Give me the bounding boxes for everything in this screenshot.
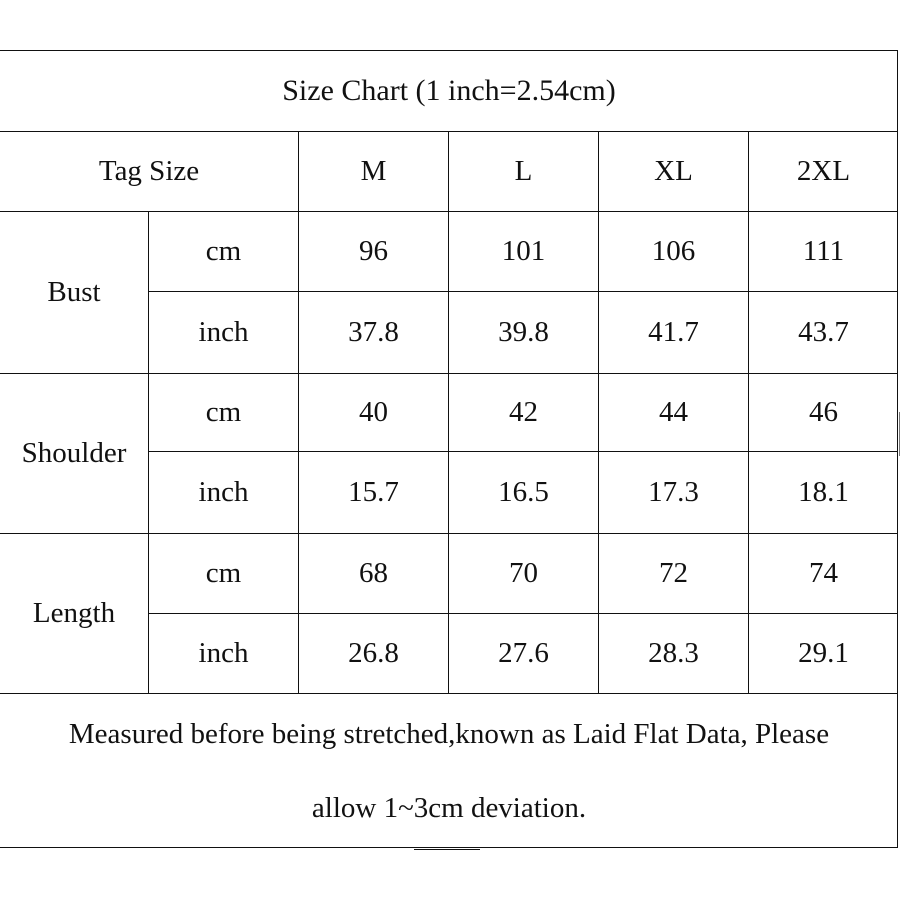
table-cell: 42 [448,373,598,451]
unit-label: cm [148,533,298,613]
table-cell: 74 [748,533,898,613]
note-line-1: Measured before being stretched,known as Laid Flat Data, Please [68,718,830,750]
table-cell: 111 [748,211,898,291]
size-header-xl: XL [598,131,748,211]
size-chart-grid [0,51,898,849]
table-cell: 26.8 [298,613,448,693]
unit-label: inch [148,451,298,533]
table-cell: 72 [598,533,748,613]
size-chart-table [0,50,898,848]
measure-label-bust: Bust [0,211,148,373]
size-header-m: M [298,131,448,211]
note-section [0,693,898,849]
chart-title: Size Chart (1 inch=2.54cm) [282,74,616,107]
table-cell: 29.1 [748,613,898,693]
table-cell: 15.7 [298,451,448,533]
size-header-2xl: 2XL [748,131,898,211]
unit-label: cm [148,211,298,291]
unit-label: inch [148,613,298,693]
unit-label: cm [148,373,298,451]
table-cell: 37.8 [298,291,448,373]
table-cell: 39.8 [448,291,598,373]
table-cell: 101 [448,211,598,291]
table-cell: 44 [598,373,748,451]
side-edge-mark [899,412,900,456]
table-cell: 41.7 [598,291,748,373]
measure-label-length: Length [0,533,148,693]
measure-label-shoulder: Shoulder [0,373,148,533]
tag-size-header: Tag Size [0,131,298,211]
bottom-divider-mark [414,849,480,850]
table-cell: 43.7 [748,291,898,373]
table-cell: 18.1 [748,451,898,533]
table-cell: 70 [448,533,598,613]
note-line-2: allow 1~3cm deviation. [311,792,587,824]
table-cell: 28.3 [598,613,748,693]
size-header-l: L [448,131,598,211]
unit-label: inch [148,291,298,373]
table-cell: 46 [748,373,898,451]
table-cell: 40 [298,373,448,451]
table-cell: 16.5 [448,451,598,533]
table-cell: 27.6 [448,613,598,693]
table-cell: 17.3 [598,451,748,533]
table-cell: 68 [298,533,448,613]
table-cell: 106 [598,211,748,291]
table-cell: 96 [298,211,448,291]
